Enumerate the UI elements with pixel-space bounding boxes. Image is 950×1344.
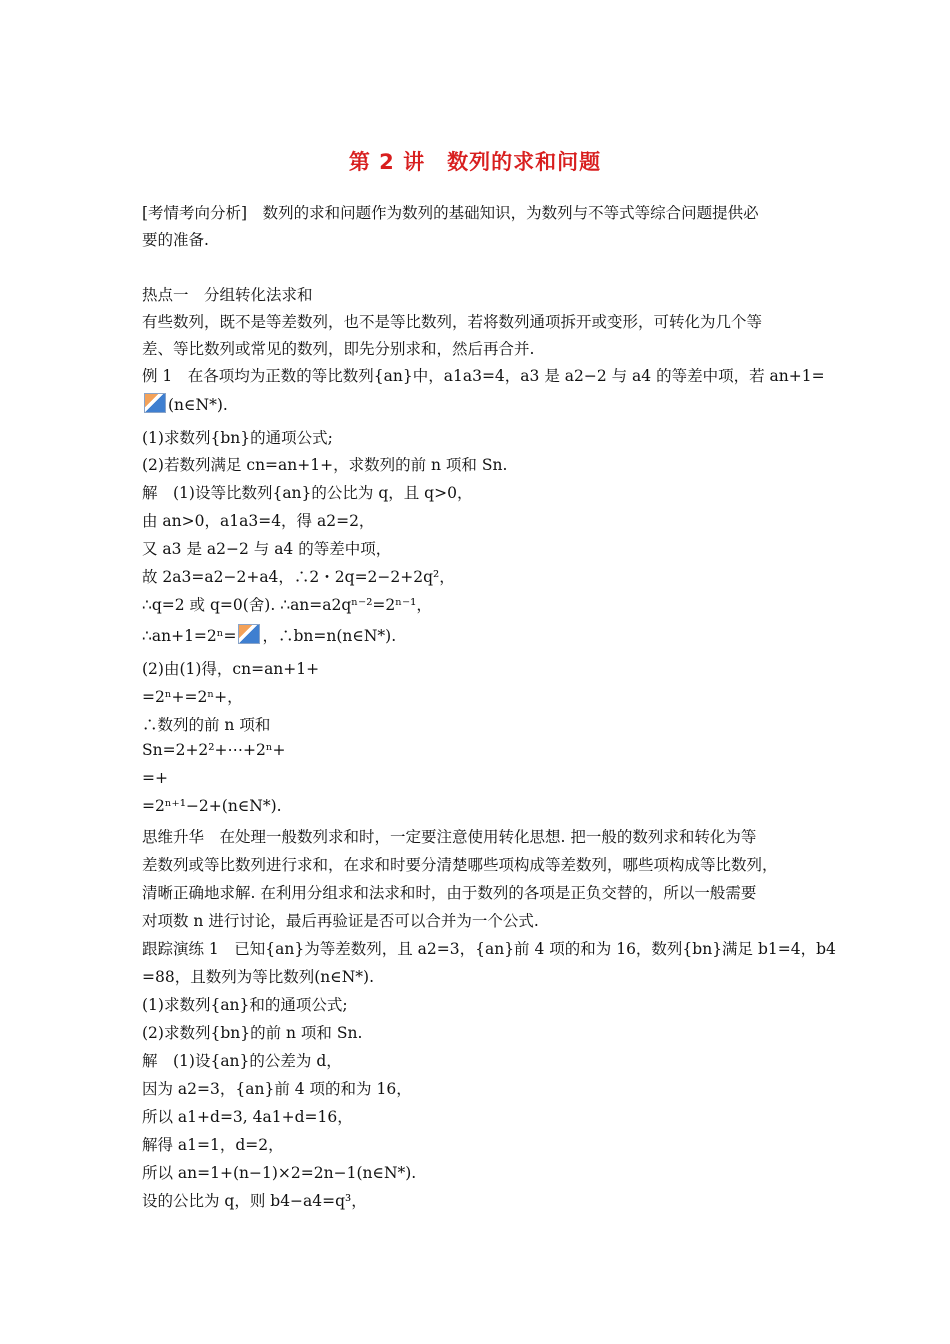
page-title: 第 2 讲 数列的求和问题 xyxy=(348,150,602,174)
intro-line-1: [考情考向分析] 数列的求和问题作为数列的基础知识，为数列与不等式等综合问题提供必 xyxy=(142,204,759,222)
text-line: 设的公比为 q，则 b4−a4=q³， xyxy=(142,1192,367,1210)
text-line: 对项数 n 进行讨论，最后再验证是否可以合并为一个公式. xyxy=(142,912,539,930)
text-line: 差数列或等比数列进行求和，在求和时要分清楚哪些项构成等差数列，哪些项构成等比数列， xyxy=(142,856,778,874)
text-line: ∴q=2 或 q=0(舍). ∴an=a2qⁿ⁻²=2ⁿ⁻¹， xyxy=(142,596,432,614)
text-line: (1)求数列{an}和的通项公式; xyxy=(142,996,348,1014)
text-line: 跟踪演练 1 已知{an}为等差数列，且 a2=3，{an}前 4 项的和为 16，数列{bn}满足 b1=4，b4 xyxy=(142,940,836,958)
text-line: 由 an>0，a1a3=4，得 a2=2， xyxy=(142,512,375,530)
intro-line-2: 要的准备. xyxy=(142,231,209,249)
text-line: (n∈N*). xyxy=(142,393,228,414)
text-line: ∴数列的前 n 项和 xyxy=(142,716,271,734)
text-line: 所以 a1+d=3, 4a1+d=16， xyxy=(142,1108,353,1126)
formula-image-icon xyxy=(144,393,166,413)
text-line: (2)由(1)得，cn=an+1+ xyxy=(142,660,320,678)
text-line: 解 (1)设{an}的公差为 d， xyxy=(142,1052,342,1070)
text-line: (2)若数列满足 cn=an+1+，求数列的前 n 项和 Sn. xyxy=(142,456,508,474)
text-line: =88，且数列为等比数列(n∈N*). xyxy=(142,968,375,986)
text-line: 所以 an=1+(n−1)×2=2n−1(n∈N*). xyxy=(142,1164,417,1182)
text-line: 清晰正确地求解. 在利用分组求和法求和时，由于数列的各项是正负交替的，所以一般需要 xyxy=(142,884,757,902)
text-line: =+ xyxy=(142,769,168,787)
section-heading: 热点一 分组转化法求和 xyxy=(142,286,313,304)
text-line: =2ⁿ+=2ⁿ+， xyxy=(142,688,243,706)
text-line: 故 2a3=a2−2+a4，∴2・2q=2−2+2q²， xyxy=(142,568,455,586)
text-line: 又 a3 是 a2−2 与 a4 的等差中项， xyxy=(142,540,392,558)
text-line: 思维升华 在处理一般数列求和时，一定要注意使用转化思想. 把一般的数列求和转化为等 xyxy=(142,828,757,846)
text-line: Sn=2+2²+⋯+2ⁿ+ xyxy=(142,741,286,759)
text-line: 差、等比数列或常见的数列，即先分别求和，然后再合并. xyxy=(142,340,535,358)
text-line: 解得 a1=1，d=2， xyxy=(142,1136,284,1154)
formula-image-icon xyxy=(238,624,260,644)
text-line: 有些数列，既不是等差数列，也不是等比数列，若将数列通项拆开或变形，可转化为几个等 xyxy=(142,313,763,331)
text-line: ∴an+1=2ⁿ= ，∴bn=n(n∈N*). xyxy=(142,624,396,646)
text-line: (1)求数列{bn}的通项公式; xyxy=(142,429,333,447)
text-line: 解 (1)设等比数列{an}的公比为 q，且 q>0， xyxy=(142,484,473,502)
text-line: 因为 a2=3，{an}前 4 项的和为 16， xyxy=(142,1080,412,1098)
text-line: =2ⁿ⁺¹−2+(n∈N*). xyxy=(142,797,282,815)
example-line: 例 1 在各项均为正数的等比数列{an}中，a1a3=4，a3 是 a2−2 与 a4 的等差中项，若 an+1= xyxy=(142,367,825,385)
text-line: (2)求数列{bn}的前 n 项和 Sn. xyxy=(142,1024,363,1042)
